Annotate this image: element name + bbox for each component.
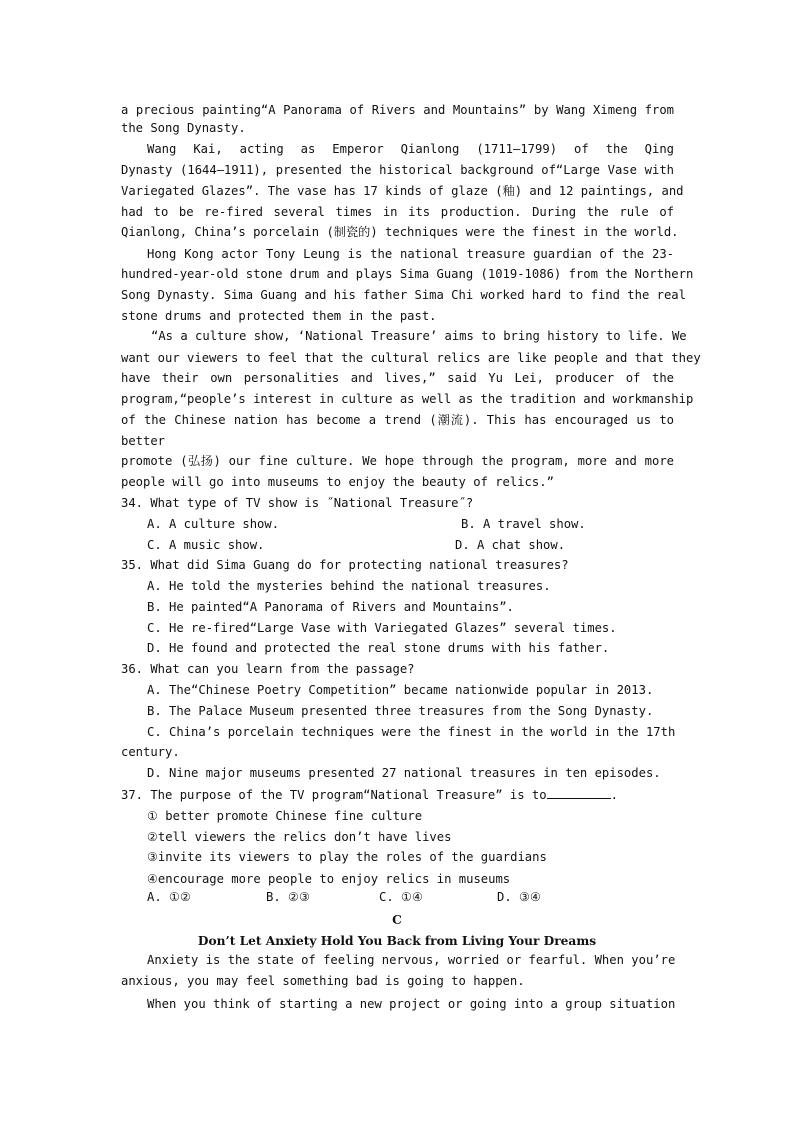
passage-line: want our viewers to feel that the cultural relics are like people and that they (121, 351, 701, 365)
passage-line: program,“people’s interest in culture as well as the tradition and workmanship (121, 392, 694, 406)
q36-option-a: A. The“Chinese Poetry Competition” became nationwide popular in 2013. (147, 683, 654, 697)
passage-line: Qianlong, China’s porcelain (制瓷的) techniques were the finest in the world. (121, 225, 679, 239)
q36-option-b: B. The Palace Museum presented three treasures from the Song Dynasty. (147, 704, 654, 718)
section-title: Don’t Let Anxiety Hold You Back from Living Your Dreams (197, 934, 597, 948)
q37-option-d: D. ③④ (497, 890, 541, 904)
passage-line: the Song Dynasty. (121, 121, 246, 135)
q35-option-a: A. He told the mysteries behind the national treasures. (147, 579, 551, 593)
question-35-stem: 35. What did Sima Guang do for protecting national treasures? (121, 558, 569, 572)
passage-line: a precious painting“A Panorama of Rivers and Mountains” by Wang Ximeng from (121, 103, 674, 117)
q34-option-c: C. A music show. (147, 538, 265, 552)
q36-option-d: D. Nine major museums presented 27 national treasures in ten episodes. (147, 766, 661, 780)
passage-line: had to be re-fired several times in its production. During the rule of (121, 205, 674, 219)
q37-option-a: A. ①② (147, 890, 191, 904)
passage-line: people will go into museums to enjoy the beauty of relics.” (121, 475, 554, 489)
q34-option-d: D. A chat show. (455, 538, 566, 552)
q36-option-c-cont: century. (121, 745, 180, 759)
q37-statement-2: ②tell viewers the relics don’t have lives (147, 830, 452, 844)
q34-option-b: B. A travel show. (461, 517, 586, 531)
passage-line: Variegated Glazes”. The vase has 17 kinds of glaze (釉) and 12 paintings, and (121, 184, 684, 198)
passage-line: anxious, you may feel something bad is going to happen. (121, 974, 525, 988)
passage-line: better (121, 434, 166, 448)
passage-line: Hong Kong actor Tony Leung is the national treasure guardian of the 23- (147, 247, 674, 261)
q37-stem-text: 37. The purpose of the TV program“National Treasure” is to (121, 788, 547, 802)
passage-line: have their own personalities and lives,” said Yu Lei, producer of the (121, 371, 674, 385)
passage-line: stone drums and protected them in the past. (121, 309, 437, 323)
section-letter: C (392, 913, 402, 927)
q35-option-c: C. He re-fired“Large Vase with Variegated Glazes” several times. (147, 621, 617, 635)
q36-option-c: C. China’s porcelain techniques were the finest in the world in the 17th (147, 725, 676, 739)
passage-line: When you think of starting a new project or going into a group situation (147, 997, 676, 1011)
q37-option-c: C. ①④ (379, 890, 423, 904)
q35-option-d: D. He found and protected the real stone drums with his father. (147, 641, 610, 655)
answer-blank (547, 787, 611, 799)
q37-statement-1: ① better promote Chinese fine culture (147, 809, 423, 823)
question-34-stem: 34. What type of TV show is ˝National Treasure˝? (121, 496, 474, 510)
passage-line: Wang Kai, acting as Emperor Qianlong (1711—1799) of the Qing (147, 142, 674, 156)
question-37-stem (121, 787, 674, 802)
passage-line: of the Chinese nation has become a trend (潮流). This has encouraged us to (121, 413, 674, 427)
passage-line: promote (弘扬) our fine culture. We hope through the program, more and more (121, 454, 674, 468)
q37-stem-end: . (610, 788, 618, 802)
passage-line: hundred-year-old stone drum and plays Sima Guang (1019-1086) from the Northern (121, 267, 694, 281)
q37-option-b: B. ②③ (266, 890, 310, 904)
passage-line: Song Dynasty. Sima Guang and his father Sima Chi worked hard to find the real (121, 288, 686, 302)
q37-statement-3: ③invite its viewers to play the roles of the guardians (147, 850, 547, 864)
passage-line: “As a culture show, ‘National Treasure’ aims to bring history to life. We (151, 329, 687, 343)
q37-statement-4: ④encourage more people to enjoy relics in museums (147, 872, 511, 886)
question-36-stem: 36. What can you learn from the passage? (121, 662, 415, 676)
q34-option-a: A. A culture show. (147, 517, 280, 531)
passage-line: Dynasty (1644—1911), presented the historical background of“Large Vase with (121, 163, 674, 177)
passage-line: Anxiety is the state of feeling nervous, worried or fearful. When you’re (147, 953, 676, 967)
q35-option-b: B. He painted“A Panorama of Rivers and Mountains”. (147, 600, 514, 614)
